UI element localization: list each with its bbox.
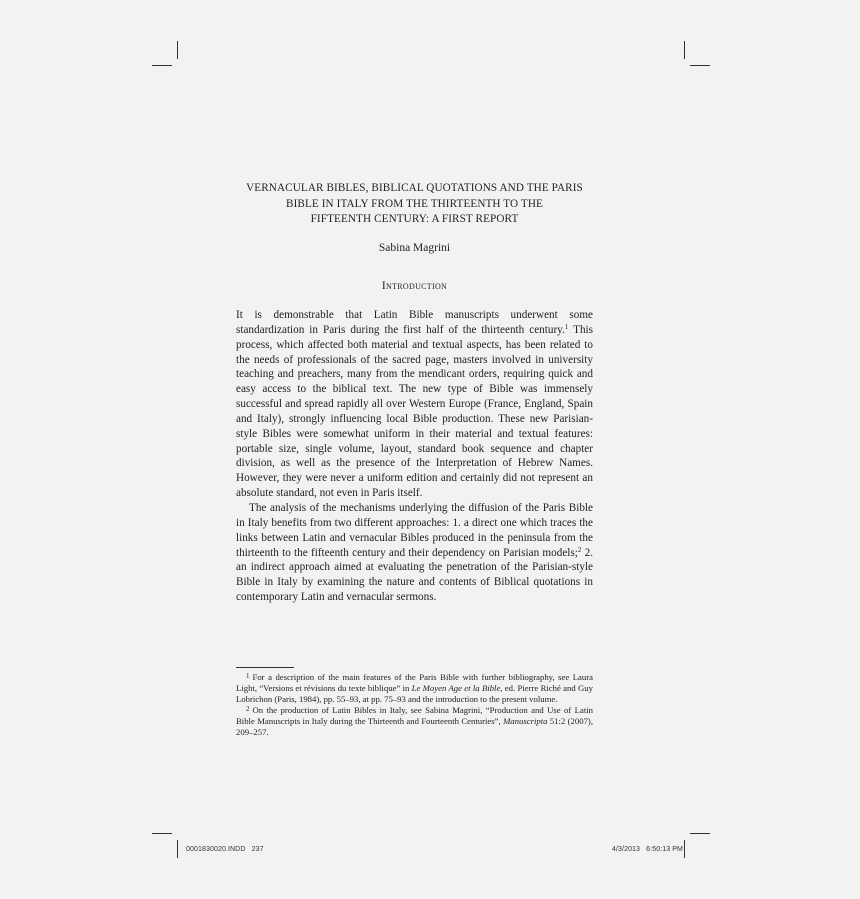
crop-mark-bottom-right-vertical [684,840,685,858]
crop-mark-top-left-vertical [177,41,178,59]
slug-datetime: 4/3/2013 6:50:13 PM [612,846,683,853]
footnote-title: Manuscripta [503,716,548,727]
title-line: BIBLE IN ITALY FROM THE THIRTEENTH TO THE [286,197,543,210]
footnote [236,672,593,705]
footnote-text: , ed. Pierre Riché and Guy Lobrichon (Paris, 1984), pp. 55–93, at pp. 75–93 and the introduction to the present volume. [236,683,593,705]
paragraph [236,501,593,605]
footnote-title: Le Moyen Age et la Bible [411,683,501,694]
author-name: Sabina Magrini [378,242,451,254]
crop-mark-top-right-horizontal [690,65,710,66]
article-title [236,181,593,228]
paragraph-text: The analysis of the mechanisms underlying the diffusion of the Paris Bible in Italy benefits from two different approaches: 1. a direct one which traces the links between Latin and vernacular Bibles produced in the peninsula from the thirteenth to the fifteenth century and their dependency on Parisian models; [236,501,593,559]
paragraph-text: 2. an indirect approach aimed at evaluating the penetration of the Parisian-style Bible in Italy by examining the nature and contents of Biblical quotations in contemporary Latin and vernacular sermons. [236,546,593,604]
section-heading: Introduction [381,280,448,292]
paragraph-text: This process, which affected both material and textual aspects, has been related to the needs of professionals of the sacred page, masters involved in university teaching and preachers, many from the mendicant orders, requiring quick and easy access to the biblical text. The new type of Bible was immensely successful and spread rapidly all over Western Europe (France, England, Spain and Italy), strongly influencing local Bible production. These new Parisian-style Bibles were somewhat uniform in their material and textual features: portable size, single volume, layout, standard book sequence and chapter division, as well as the presence of the Interpretation of Hebrew Names. However, they were never a uniform edition and certainly did not represent an absolute standard, not even in Paris itself. [236,323,593,500]
slug-file-page: 0001830020.INDD 237 [186,846,264,853]
footnote-text: For a description of the main features of the Paris Bible with further bibliography, see Laura Light, “Versions et révisions du texte biblique” in [236,672,593,694]
footnote-text: On the production of Latin Bibles in Italy, see Sabina Magrini, “Production and Use of Latin Bible Manuscripts in Italy during the Thirteenth and Fourteenth Centuries”, [236,705,593,727]
title-line: FIFTEENTH CENTURY: A FIRST REPORT [310,213,519,225]
footnote-reference[interactable]: 2 [577,545,582,554]
crop-mark-bottom-left-vertical [177,840,178,858]
body-text [236,308,593,605]
paragraph-text: It is demonstrable that Latin Bible manuscripts underwent some standardization in Paris during the first half of the thirteenth century. [236,309,593,336]
paragraph [236,308,593,501]
footnote-rule [236,667,294,668]
crop-mark-top-left-horizontal [152,65,172,66]
crop-mark-top-right-vertical [684,41,685,59]
footnote-text: 51:2 (2007), 209–257. [236,716,594,738]
title-line: VERNACULAR BIBLES, BIBLICAL QUOTATIONS AND THE PARIS [246,182,583,194]
footnote-number: 2 [246,705,250,714]
footnote [236,705,593,738]
footnote-reference[interactable]: 1 [564,322,569,331]
crop-mark-bottom-left-horizontal [152,833,172,834]
footnote-number: 1 [246,672,250,680]
footnotes [236,672,593,739]
crop-mark-bottom-right-horizontal [690,833,710,834]
